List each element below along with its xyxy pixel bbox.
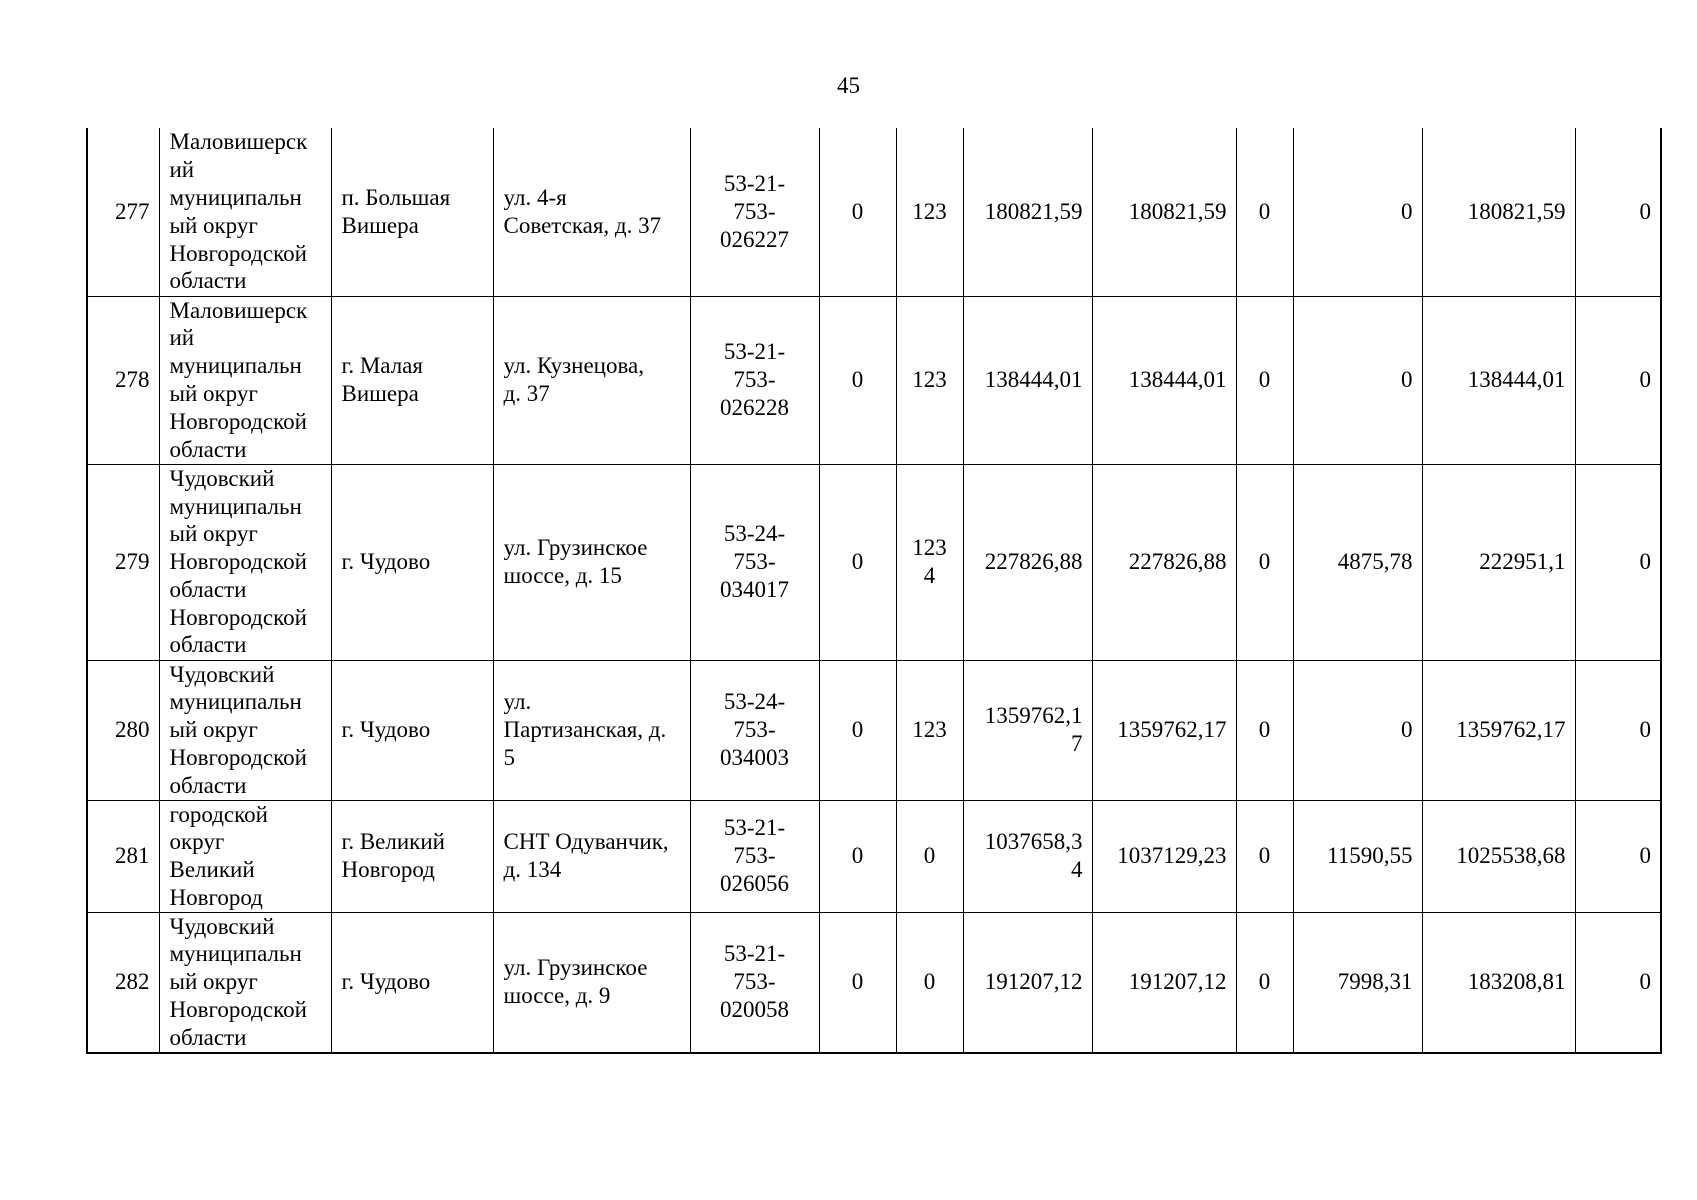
row-number-cell — [87, 128, 159, 296]
cell-text: 282 — [115, 969, 150, 995]
cell-text: 53-21- 753- 026227 — [720, 171, 789, 252]
value-col12-cell — [1422, 800, 1575, 912]
cell-text: 53-21- 753- 026056 — [720, 815, 789, 896]
cell-text: 0 — [1258, 367, 1271, 393]
cell-text: г. Чудово — [341, 717, 431, 743]
cell-text: 53-21- 753- 026228 — [720, 339, 789, 420]
cell-text: 281 — [115, 843, 150, 869]
cell-text: 138444,01 — [984, 367, 1083, 393]
value-col13-cell — [1575, 660, 1661, 800]
cell-text: г. Чудово — [341, 549, 431, 575]
value-col7-cell — [896, 660, 963, 800]
value-col10-cell — [1236, 660, 1293, 800]
value-col8-cell — [963, 464, 1092, 660]
municipality-cell — [159, 464, 331, 660]
settlement-cell — [331, 296, 493, 464]
row-number-cell — [87, 800, 159, 912]
address-cell — [493, 296, 690, 464]
cell-text: Чудовский муниципальн ый округ Новгородской области — [169, 913, 307, 1050]
value-col13-cell — [1575, 464, 1661, 660]
settlement-cell — [331, 912, 493, 1052]
value-col9-cell — [1092, 912, 1236, 1052]
cell-text: 0 — [851, 843, 864, 869]
table-row — [87, 800, 1661, 912]
cell-text: 0 — [1258, 843, 1271, 869]
value-col7-cell — [896, 800, 963, 912]
cell-text: 0 — [1258, 198, 1271, 224]
cell-text: городской округ Великий Новгород — [169, 801, 268, 910]
value-col11-cell — [1293, 464, 1422, 660]
cell-text: 222951,1 — [1479, 549, 1566, 575]
cell-text: 138444,01 — [1128, 367, 1227, 393]
cell-text: ул. Грузинское шоссе, д. 15 — [503, 535, 648, 588]
cell-text: 0 — [923, 969, 936, 995]
cell-text: 227826,88 — [1128, 549, 1227, 575]
cell-text: 180821,59 — [1467, 198, 1566, 224]
cell-text: 180821,59 — [984, 198, 1083, 224]
cell-text: Маловишерск ий муниципальн ый округ Новгородской области — [169, 297, 308, 462]
value-col7-cell — [896, 296, 963, 464]
settlement-cell — [331, 464, 493, 660]
cell-text: 1037129,23 — [1117, 843, 1227, 869]
rows-body — [87, 128, 1661, 1053]
table-row — [87, 464, 1661, 660]
value-col6-cell — [819, 800, 896, 912]
settlement-cell — [331, 800, 493, 912]
address-cell — [493, 660, 690, 800]
value-col13-cell — [1575, 128, 1661, 296]
value-col10-cell — [1236, 912, 1293, 1052]
value-col13-cell — [1575, 912, 1661, 1052]
value-col6-cell — [819, 296, 896, 464]
table-row — [87, 296, 1661, 464]
cell-text: 0 — [851, 367, 864, 393]
cell-text: 0 — [1258, 969, 1271, 995]
address-cell — [493, 128, 690, 296]
value-col10-cell — [1236, 800, 1293, 912]
code-cell — [690, 464, 819, 660]
value-col10-cell — [1236, 464, 1293, 660]
value-col7-cell — [896, 464, 963, 660]
value-col10-cell — [1236, 128, 1293, 296]
value-col9-cell — [1092, 296, 1236, 464]
value-col7-cell — [896, 912, 963, 1052]
cell-text: г. Великий Новгород — [341, 829, 445, 883]
value-col10-cell — [1236, 296, 1293, 464]
value-col9-cell — [1092, 128, 1236, 296]
cell-text: 7998,31 — [1337, 969, 1413, 995]
table-row — [87, 912, 1661, 1052]
cell-text: ул. 4-я Советская, д. 37 — [503, 184, 662, 238]
row-number-cell — [87, 912, 159, 1052]
value-col13-cell — [1575, 800, 1661, 912]
value-col8-cell — [963, 128, 1092, 296]
cell-text: 0 — [851, 717, 864, 743]
cell-text: 0 — [1258, 549, 1271, 575]
municipality-cell — [159, 800, 331, 912]
row-number-cell — [87, 296, 159, 464]
cell-text: 0 — [1401, 717, 1413, 743]
value-col9-cell — [1092, 464, 1236, 660]
value-col6-cell — [819, 660, 896, 800]
cell-text: 123 — [912, 367, 947, 393]
cell-text: п. Большая Вишера — [341, 184, 451, 238]
value-col12-cell — [1422, 660, 1575, 800]
value-col12-cell — [1422, 296, 1575, 464]
value-col13-cell — [1575, 296, 1661, 464]
settlement-cell — [331, 128, 493, 296]
municipality-cell — [159, 660, 331, 800]
cell-text: 0 — [1639, 549, 1651, 575]
municipality-cell — [159, 296, 331, 464]
cell-text: 123 4 — [912, 535, 947, 588]
cell-text: ул. Партизанская, д. 5 — [503, 689, 667, 770]
cell-text: 0 — [1401, 367, 1413, 393]
address-cell — [493, 464, 690, 660]
value-col12-cell — [1422, 464, 1575, 660]
cell-text: 11590,55 — [1327, 843, 1413, 869]
cell-text: ул. Кузнецова, д. 37 — [503, 353, 645, 406]
cell-text: 0 — [1639, 843, 1651, 869]
code-cell — [690, 296, 819, 464]
value-col11-cell — [1293, 800, 1422, 912]
cell-text: г. Чудово — [341, 969, 431, 995]
cell-text: 191207,12 — [984, 969, 1083, 995]
value-col11-cell — [1293, 296, 1422, 464]
value-col6-cell — [819, 464, 896, 660]
code-cell — [690, 128, 819, 296]
cell-text: Чудовский муниципальн ый округ Новгородской области Новгородской области — [169, 465, 307, 658]
value-col8-cell — [963, 296, 1092, 464]
value-col7-cell — [896, 128, 963, 296]
cell-text: 183208,81 — [1467, 969, 1566, 995]
cell-text: Чудовский муниципальн ый округ Новгородской области — [169, 661, 307, 798]
cell-text: г. Малая Вишера — [341, 353, 423, 406]
cell-text: ул. Грузинское шоссе, д. 9 — [503, 955, 648, 1009]
cell-text: 278 — [115, 367, 150, 393]
cell-text: 191207,12 — [1128, 969, 1227, 995]
value-col8-cell — [963, 800, 1092, 912]
cell-text: 123 — [912, 717, 947, 743]
code-cell — [690, 912, 819, 1052]
page-number: 45 — [837, 73, 860, 98]
settlement-cell — [331, 660, 493, 800]
value-col12-cell — [1422, 912, 1575, 1052]
cell-text: 138444,01 — [1467, 367, 1566, 393]
table-row — [87, 128, 1661, 296]
cell-text: 0 — [851, 198, 864, 224]
cell-text: 1359762,17 — [1456, 717, 1566, 743]
value-col6-cell — [819, 128, 896, 296]
cell-text: Маловишерск ий муниципальн ый округ Новгородской области — [169, 129, 308, 294]
value-col11-cell — [1293, 912, 1422, 1052]
cell-text: 0 — [1639, 717, 1651, 743]
table-row — [87, 660, 1661, 800]
value-col9-cell — [1092, 660, 1236, 800]
records-table — [86, 128, 1662, 1054]
cell-text: 53-21- 753- 020058 — [720, 941, 789, 1023]
cell-text: 180821,59 — [1128, 198, 1227, 224]
cell-text: 1037658,3 4 — [984, 829, 1083, 883]
row-number-cell — [87, 660, 159, 800]
cell-text: 227826,88 — [984, 549, 1083, 575]
cell-text: 53-24- 753- 034017 — [720, 521, 789, 602]
municipality-cell — [159, 128, 331, 296]
code-cell — [690, 660, 819, 800]
value-col12-cell — [1422, 128, 1575, 296]
cell-text: 0 — [851, 549, 864, 575]
value-col9-cell — [1092, 800, 1236, 912]
municipality-cell — [159, 912, 331, 1052]
value-col11-cell — [1293, 660, 1422, 800]
value-col8-cell — [963, 912, 1092, 1052]
value-col11-cell — [1293, 128, 1422, 296]
cell-text: 1359762,17 — [1117, 717, 1227, 743]
cell-text: 0 — [1639, 367, 1651, 393]
cell-text: 1025538,68 — [1456, 843, 1566, 869]
cell-text: 1359762,1 7 — [984, 703, 1083, 756]
cell-text: 0 — [1639, 969, 1651, 995]
value-col6-cell — [819, 912, 896, 1052]
cell-text: 0 — [1258, 717, 1271, 743]
cell-text: 0 — [923, 843, 936, 869]
cell-text: 0 — [1639, 198, 1651, 224]
cell-text: 53-24- 753- 034003 — [720, 689, 789, 770]
cell-text: 279 — [115, 549, 150, 575]
cell-text: 280 — [115, 717, 150, 743]
cell-text: 0 — [851, 969, 864, 995]
cell-text: 277 — [115, 198, 150, 224]
address-cell — [493, 800, 690, 912]
code-cell — [690, 800, 819, 912]
cell-text: 4875,78 — [1337, 549, 1413, 575]
address-cell — [493, 912, 690, 1052]
cell-text: СНТ Одуванчик, д. 134 — [503, 829, 669, 883]
cell-text: 0 — [1401, 198, 1413, 224]
row-number-cell — [87, 464, 159, 660]
value-col8-cell — [963, 660, 1092, 800]
cell-text: 123 — [912, 198, 947, 224]
